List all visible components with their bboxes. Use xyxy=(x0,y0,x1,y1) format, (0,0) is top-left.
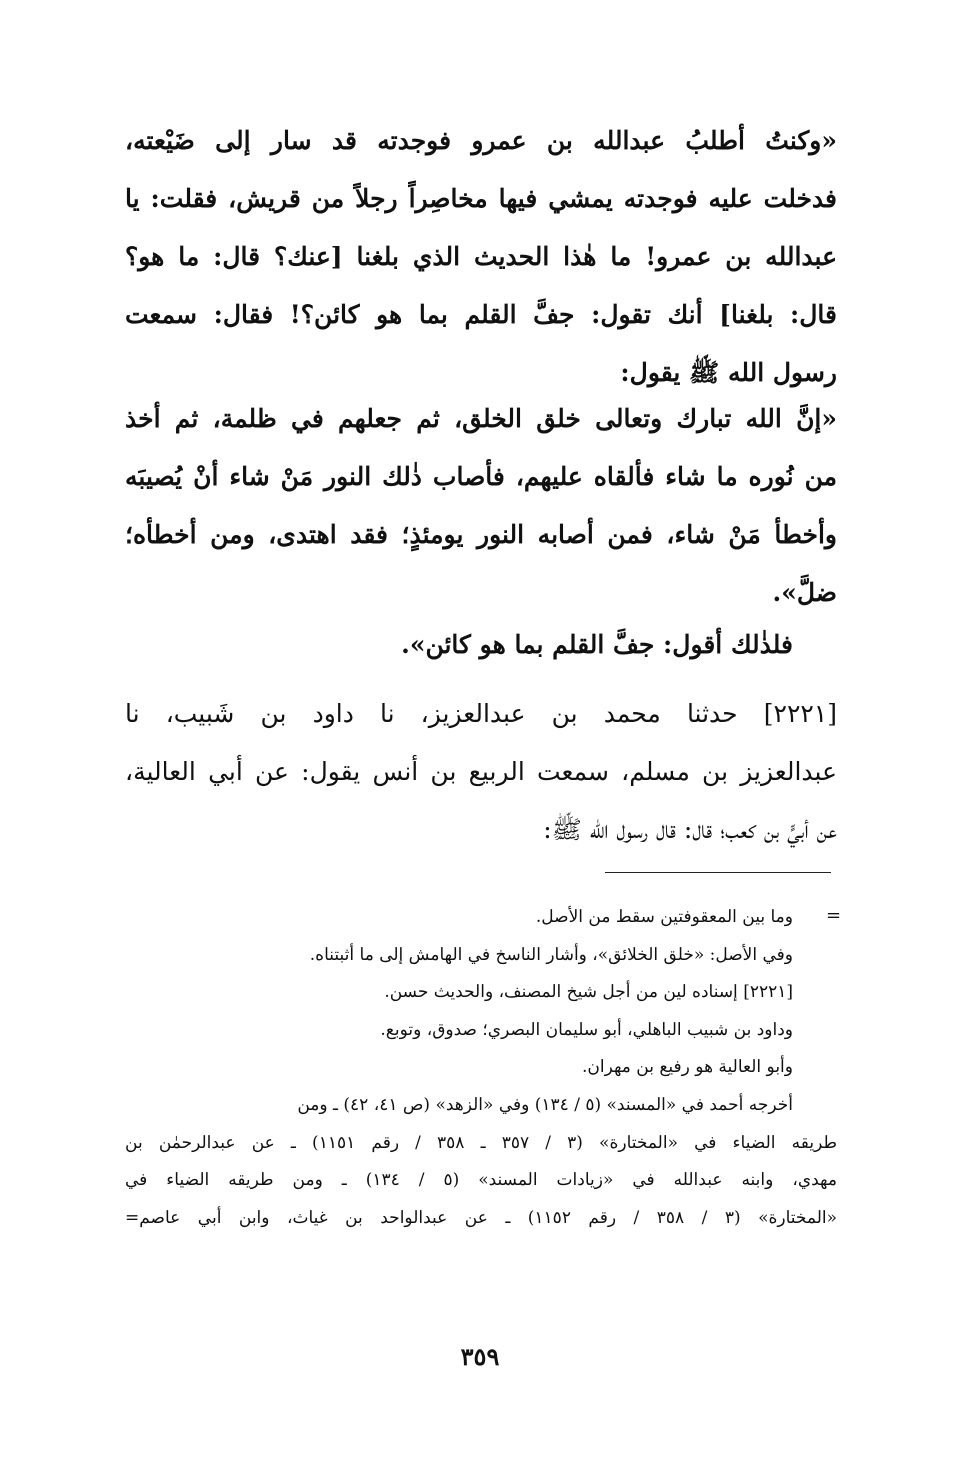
text-line: ضلَّ». xyxy=(772,578,837,607)
footnote-divider xyxy=(605,872,831,873)
text-line: [٢٢٢١] حدثنا محمد بن عبدالعزيز، نا داود بن شَبيب، نا xyxy=(125,699,837,728)
text-line: «وكنتُ أطلبُ عبدالله بن عمرو فوجدته قد سار إلى ضَيْعته، xyxy=(125,126,837,155)
footnote-line: وأبو العالية هو رفيع بن مهران. xyxy=(581,1057,793,1078)
text-line: فدخلت عليه فوجدته يمشي فيها مخاصِراً رجلاً من قريش، فقلت: يا xyxy=(125,184,837,213)
footnote-line: وما بين المعقوفتين سقط من الأصل. xyxy=(535,907,793,927)
footnote-line: وفي الأصل: «خلق الخلائق»، وأشار الناسخ في الهامش إلى ما أثبتناه. xyxy=(309,944,793,965)
hadith-paragraph-2 xyxy=(125,390,837,622)
footnote-line: «المختارة» (٣ / ٣٥٨ / رقم ١١٥٢) ـ عن عبدالواحد بن غياث، وابن أبي عاصم= xyxy=(125,1207,837,1228)
hadith-paragraph-1 xyxy=(125,112,837,402)
footnote-line: [٢٢٢١] إسناده لين من أجل شيخ المصنف، والحديث حسن. xyxy=(384,982,793,1003)
text-line: فلذٰلك أقول: جفَّ القلم بما هو كائن». xyxy=(401,630,793,659)
text-line: عبدالله بن عمرو! ما هٰذا الحديث الذي بلغنا [عنك؟ قال: ما هو؟ xyxy=(125,242,837,271)
footnote-line: طريقه الضياء في «المختارة» (٣ / ٣٥٧ ـ ٣٥٨ / رقم ١١٥١) ـ عن عبدالرحمٰن بن xyxy=(125,1132,837,1153)
page-number: ٣٥٩ xyxy=(460,1342,500,1371)
footnotes xyxy=(125,899,837,1237)
text-line: وأخطأ مَنْ شاء، فمن أصابه النور يومئذٍ؛ فقد اهتدى، ومن أخطأه؛ xyxy=(125,520,837,549)
footnote-line: وداود بن شبيب الباهلي، أبو سليمان البصري؛ صدوق، وتوبع. xyxy=(380,1019,793,1040)
footnote-line: أخرجه أحمد في «المسند» (٥ / ١٣٤) وفي «الزهد» (ص ٤١، ٤٢) ـ ومن xyxy=(297,1094,793,1115)
hadith-paragraph-3 xyxy=(125,616,837,674)
text-line: عبدالعزيز بن مسلم، سمعت الربيع بن أنس يقول: عن أبي العالية، xyxy=(125,757,837,786)
text-line: قال: بلغنا] أنك تقول: جفَّ القلم بما هو كائن؟! فقال: سمعت xyxy=(125,300,837,329)
hadith-paragraph-4 xyxy=(125,685,837,859)
footnote-line: مهدي، وابنه عبدالله في «زيادات المسند» (٥ / ١٣٤) ـ ومن طريقه الضياء في xyxy=(125,1170,837,1191)
text-line: من نُوره ما شاء فألقاه عليهم، فأصاب ذٰلك النور مَنْ شاء أنْ يُصيبَه xyxy=(125,462,837,491)
text-line: رسول الله ﷺ يقول: xyxy=(620,358,837,387)
footnote-continuation-marker: = xyxy=(826,905,842,926)
text-line: «إنَّ الله تبارك وتعالى خلق الخلق، ثم جعلهم في ظلمة، ثم أخذ xyxy=(125,404,837,433)
text-line: عن أبيٍّ بن كعب؛ قال: قال رسول الله ﷺ: xyxy=(543,815,837,844)
